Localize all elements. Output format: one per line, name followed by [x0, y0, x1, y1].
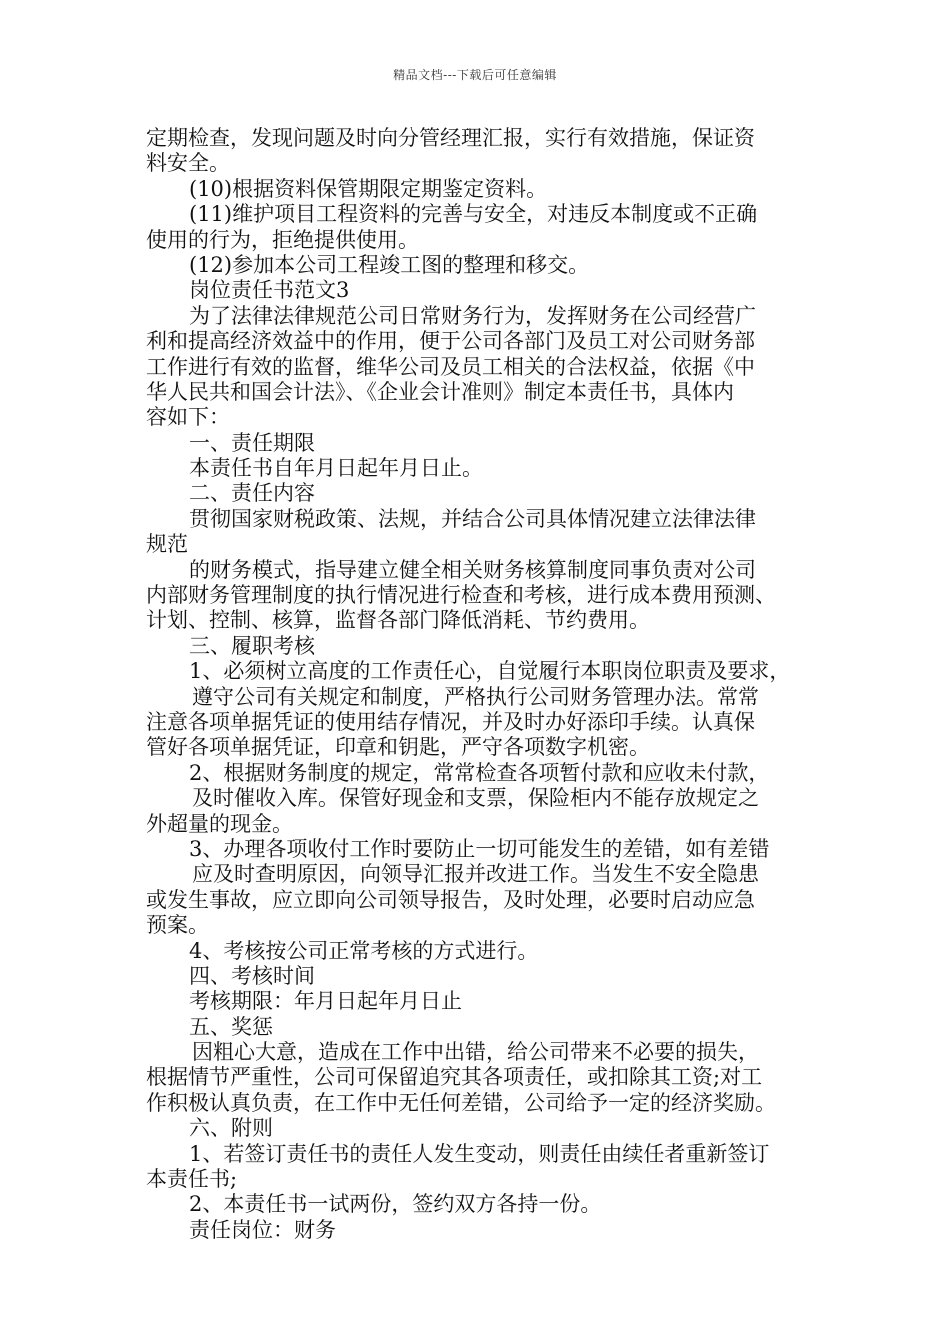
text-line: 规范: [146, 532, 188, 557]
text-line: 3、办理各项收付工作时要防止一切可能发生的差错，如有差错: [189, 836, 770, 861]
text-line: 考核期限：年月日起年月日止: [189, 989, 462, 1014]
text-line: 一、责任期限: [189, 430, 315, 455]
text-line: 四、考核时间: [189, 963, 315, 988]
text-line: 料安全。: [146, 151, 230, 176]
page-header: 精品文档---下载后可任意编辑: [393, 68, 557, 82]
text-line: 容如下：: [146, 405, 230, 430]
text-line: 2、本责任书一试两份，签约双方各持一份。: [189, 1192, 602, 1217]
text-line: 外超量的现金。: [146, 811, 293, 836]
text-line: 管好各项单据凭证，印章和钥匙，严守各项数字机密。: [146, 735, 650, 760]
text-line: 本责任书;: [146, 1167, 238, 1192]
text-line: 应及时查明原因，向领导汇报并改进工作。当发生不安全隐患: [192, 862, 759, 887]
text-line: 责任岗位：财务: [189, 1217, 336, 1242]
text-line: 作积极认真负责，在工作中无任何差错，公司给予一定的经济奖励。: [146, 1090, 776, 1115]
text-line: 1、若签订责任书的责任人发生变动，则责任由续任者重新签订: [189, 1141, 770, 1166]
text-line: 五、奖惩: [189, 1014, 273, 1039]
text-line: 本责任书自年月日起年月日止。: [189, 456, 483, 481]
text-line: 华人民共和国会计法》、《企业会计准则》制定本责任书，具体内: [146, 379, 734, 404]
text-line: 工作进行有效的监督，维华公司及员工相关的合法权益，依据《中: [146, 354, 755, 379]
text-line: 的财务模式，指导建立健全相关财务核算制度同事负责对公司: [189, 557, 756, 582]
text-line: (10)根据资料保管期限定期鉴定资料。: [189, 176, 548, 201]
text-line: 根据情节严重性，公司可保留追究其各项责任，或扣除其工资;对工: [146, 1065, 763, 1090]
text-line: 计划、控制、核算，监督各部门降低消耗、节约费用。: [146, 608, 650, 633]
text-line: 及时催收入库。保管好现金和支票，保险柜内不能存放规定之: [192, 786, 759, 811]
text-line: 六、附则: [189, 1116, 273, 1141]
text-line: 使用的行为，拒绝提供使用。: [146, 227, 419, 252]
text-line: 注意各项单据凭证的使用结存情况，并及时办好添印手续。认真保: [146, 709, 755, 734]
text-line: 或发生事故，应立即向公司领导报告，及时处理，必要时启动应急: [146, 887, 755, 912]
text-line: 内部财务管理制度的执行情况进行检查和考核，进行成本费用预测、: [146, 583, 776, 608]
text-line: 因粗心大意，造成在工作中出错，给公司带来不必要的损失，: [192, 1040, 759, 1065]
text-line: 为了法律法律规范公司日常财务行为，发挥财务在公司经营广: [189, 303, 756, 328]
text-line: 预案。: [146, 913, 209, 938]
text-line: 三、履职考核: [189, 633, 315, 658]
text-line: 岗位责任书范文3: [189, 278, 350, 303]
text-line: 4、考核按公司正常考核的方式进行。: [189, 938, 539, 963]
text-line: 定期检查，发现问题及时向分管经理汇报，实行有效措施，保证资: [146, 126, 755, 150]
document-body: [146, 126, 816, 1243]
text-line: (12)参加本公司工程竣工图的整理和移交。: [189, 252, 590, 277]
text-line: 2、根据财务制度的规定，常常检查各项暂付款和应收未付款，: [189, 760, 770, 785]
text-line: 1、必须树立高度的工作责任心，自觉履行本职岗位职责及要求，: [189, 659, 791, 684]
text-line: 遵守公司有关规定和制度，严格执行公司财务管理办法。常常: [192, 684, 759, 709]
text-line: 贯彻国家财税政策、法规，并结合公司具体情况建立法律法律: [189, 506, 756, 531]
text-line: (11)维护项目工程资料的完善与安全，对违反本制度或不正确: [189, 202, 758, 227]
text-line: 利和提高经济效益中的作用，便于公司各部门及员工对公司财务部: [146, 329, 755, 354]
text-line: 二、责任内容: [189, 481, 315, 506]
